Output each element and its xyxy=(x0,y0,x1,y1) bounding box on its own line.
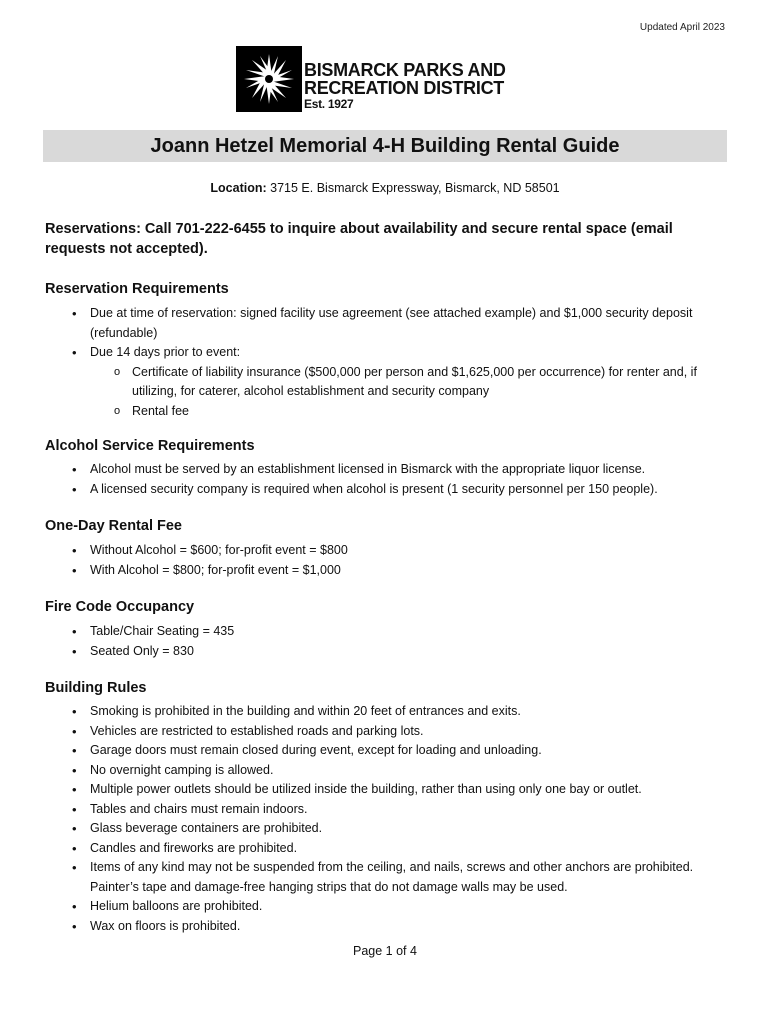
reservation-requirements-list xyxy=(72,304,732,421)
alcohol-requirements-list xyxy=(72,460,732,499)
list-item: • Tables and chairs must remain indoors. xyxy=(72,800,732,820)
reservations-note: Reservations: Call 701-222-6455 to inquire about availability and secure rental space (email requests not accepted). xyxy=(45,221,673,257)
sunburst-logo-icon xyxy=(236,46,302,112)
list-item: • Multiple power outlets should be utilized inside the building, rather than using only one bay or outlet. xyxy=(72,780,732,800)
bismarck-parks-logo xyxy=(236,46,536,114)
list-item: • Due at time of reservation: signed facility use agreement (see attached example) and $1,000 security deposit (refundable) xyxy=(72,304,732,343)
page-number: Page 1 of 4 xyxy=(353,944,417,958)
list-item: • Garage doors must remain closed during event, except for loading and unloading. xyxy=(72,741,732,761)
list-item: • A licensed security company is required when alcohol is present (1 security personnel per 150 people). xyxy=(72,480,732,500)
rental-fee-heading: One-Day Rental Fee xyxy=(45,518,182,534)
location-line xyxy=(0,181,770,195)
list-item: • No overnight camping is allowed. xyxy=(72,761,732,781)
rental-fee-list xyxy=(72,541,732,580)
page-title: Joann Hetzel Memorial 4-H Building Rental Guide xyxy=(150,135,620,157)
alcohol-requirements-heading: Alcohol Service Requirements xyxy=(45,438,255,454)
list-item xyxy=(72,343,732,421)
location-address: 3715 E. Bismarck Expressway, Bismarck, ND 58501 xyxy=(270,181,560,195)
list-item: • With Alcohol = $800; for-profit event = $1,000 xyxy=(72,561,732,581)
list-item: • Seated Only = 830 xyxy=(72,642,732,662)
list-item: • Wax on floors is prohibited. xyxy=(72,917,732,937)
building-rules-list xyxy=(72,702,732,936)
list-item: • Smoking is prohibited in the building and within 20 feet of entrances and exits. xyxy=(72,702,732,722)
list-item: • Glass beverage containers are prohibited. xyxy=(72,819,732,839)
list-item: • Vehicles are restricted to established roads and parking lots. xyxy=(72,722,732,742)
list-item: • Table/Chair Seating = 435 xyxy=(72,622,732,642)
occupancy-heading: Fire Code Occupancy xyxy=(45,599,195,615)
sub-list-item: o Rental fee xyxy=(114,402,732,422)
list-item: • Candles and fireworks are prohibited. xyxy=(72,839,732,859)
list-item: • Helium balloons are prohibited. xyxy=(72,897,732,917)
list-item: • Items of any kind may not be suspended from the ceiling, and nails, screws and other anchors are prohibited. Painter’s tape and damage-free hanging strips that do not damage walls may be used. xyxy=(72,858,732,897)
location-label: Location: xyxy=(210,181,267,195)
logo-line-1: BISMARCK PARKS AND xyxy=(304,60,506,80)
occupancy-list xyxy=(72,622,732,661)
updated-date: Updated April 2023 xyxy=(639,22,725,33)
building-rules-heading: Building Rules xyxy=(45,680,147,696)
logo-established: Est. 1927 xyxy=(304,97,354,111)
list-item: • Without Alcohol = $600; for-profit event = $800 xyxy=(72,541,732,561)
sub-list-item: o Certificate of liability insurance ($500,000 per person and $1,625,000 per occurrence) for renter and, if utilizing, for caterer, alcohol establishment and security company xyxy=(114,363,732,402)
title-bar xyxy=(43,130,727,162)
logo-line-2: RECREATION DISTRICT xyxy=(304,78,504,98)
reservation-requirements-heading: Reservation Requirements xyxy=(45,281,229,297)
sub-list xyxy=(114,363,732,422)
list-item: • Alcohol must be served by an establishment licensed in Bismarck with the appropriate liquor license. xyxy=(72,460,732,480)
list-item-text: Due 14 days prior to event: xyxy=(90,345,241,359)
